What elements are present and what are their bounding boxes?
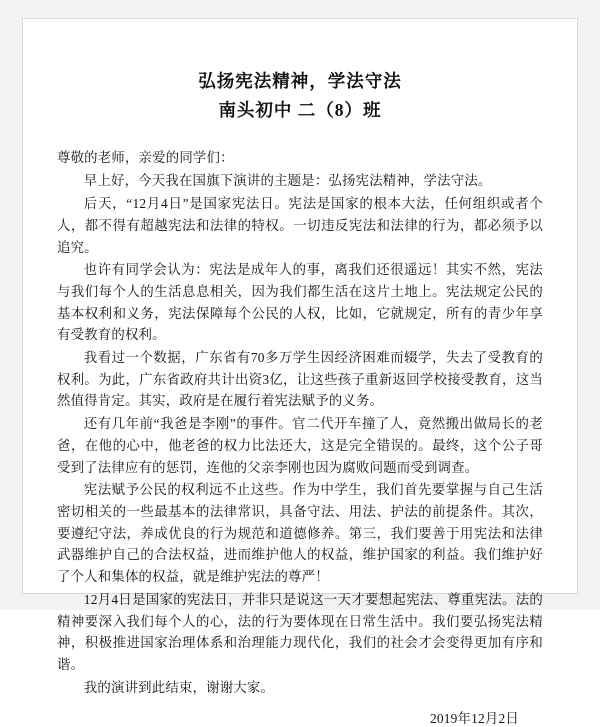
document-body [57,147,543,699]
page-margin-top [0,0,600,18]
paragraph-2: 后天，“12月4日”是国家宪法日。宪法是国家的根本大法，任何组织或者个人，都不得有超越宪法和法律的特权。一切违反宪法和法律的行为，都必须予以追究。 [57,196,543,255]
paragraph-1: 早上好，今天我在国旗下演讲的主题是：弘扬宪法精神，学法守法。 [83,173,492,189]
document-title-line-1: 弘扬宪法精神，学法守法 [198,71,402,91]
paragraph-8: 我的演讲到此结束，谢谢大家。 [83,679,275,695]
signature-date: 2019年12月2日 [429,711,519,727]
page-margin-left [0,0,22,610]
document-title-block [57,67,543,125]
paragraph-5: 还有几年前“我爸是李刚”的事件。官二代开车撞了人，竟然搬出做局长的老爸，在他的心中，他老爸的权力比法还大，这是完全错误的。最终，这个公子哥受到了法律应有的惩罚，连他的父亲李刚也因为腐败问题而受到调查。 [57,416,543,475]
paragraph-7: 12月4日是国家的宪法日，并非只是说这一天才要想起宪法、尊重宪法。法的精神要深入我们每个人的心，法的行为要体现在日常生活中。我们要弘扬宪法精神，积极推进国家治理体系和治理能力现代化，我们的社会才会变得更加有序和谐。 [57,591,543,672]
document-title-line-2: 南头初中 二（8）班 [218,99,382,120]
paragraph-4: 我看过一个数据，广东省有70多万学生因经济困难而辍学，失去了受教育的权利。为此，广东省政府共计出资3亿，让这些孩子重新返回学校接受教育，这当然值得肯定。其实，政府是在履行着宪法赋予的义务。 [57,350,543,409]
document-sheet [22,18,578,727]
paragraph-3: 也许有同学会认为：宪法是成年人的事，离我们还很遥远！其实不然，宪法与我们每个人的生活息息相关，因为我们都生活在这片土地上。宪法规定公民的基本权利和义务，宪法保障每个公民的人权，比如，它就规定，所有的青少年享有受教育的权利。 [57,262,543,343]
page-margin-right [578,0,600,610]
salutation: 尊敬的老师，亲爱的同学们： [57,149,234,165]
paragraph-6: 宪法赋予公民的权利远不止这些。作为中学生，我们首先要掌握与自己生活密切相关的一些最基本的法律常识，具备守法、用法、护法的前提条件。其次，要遵纪守法，养成优良的行为规范和道德修养。第三，我们要善于用宪法和法律武器维护自己的合法权益，进而维护他人的权益，维护国家的利益。我们维护好了个人和集体的权益，就是维护宪法的尊严！ [57,482,543,585]
